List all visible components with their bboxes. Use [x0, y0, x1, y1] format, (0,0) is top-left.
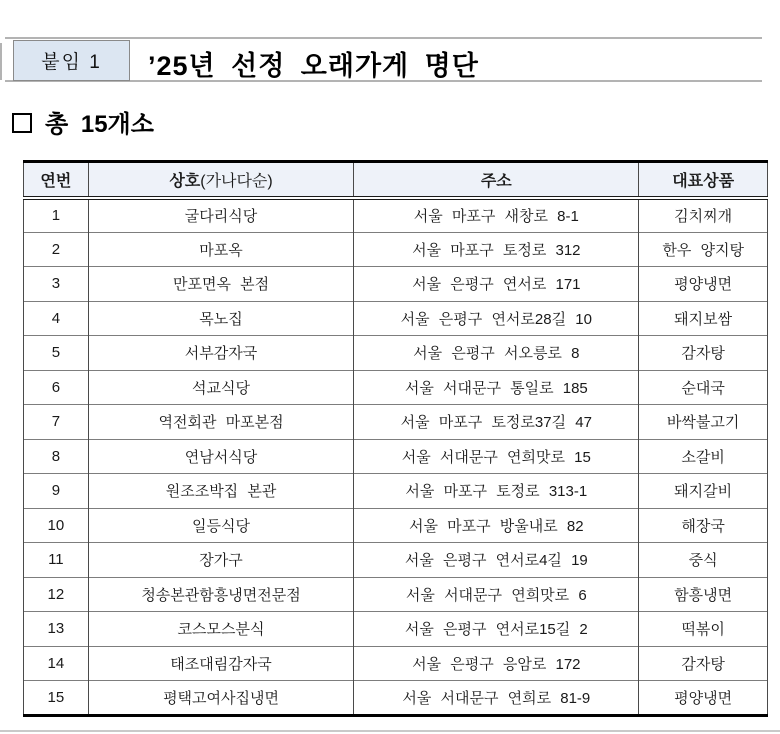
col-header-name-sub: (가나다순): [200, 172, 273, 190]
row-address: 서울 마포구 새창로 8-1: [354, 198, 639, 233]
row-product: 한우 양지탕: [639, 232, 768, 267]
row-product: 감자탕: [639, 336, 768, 371]
row-no: 2: [24, 232, 89, 267]
table-row: [24, 267, 768, 302]
table-row: [24, 681, 768, 716]
row-product: 떡볶이: [639, 612, 768, 647]
row-product: 중식: [639, 543, 768, 578]
row-name: 굴다리식당: [88, 198, 354, 233]
table-row: [24, 336, 768, 371]
row-no: 9: [24, 474, 89, 509]
row-product: 바싹불고기: [639, 405, 768, 440]
row-no: 7: [24, 405, 89, 440]
table-row: [24, 198, 768, 233]
page-title: ’25년 선정 오래가게 명단: [148, 51, 479, 81]
row-name: 목노집: [88, 301, 354, 336]
left-edge-tick: [0, 43, 2, 80]
row-name: 원조조박집 본관: [88, 474, 354, 509]
section-heading: [12, 104, 154, 139]
row-product: 김치찌개: [639, 198, 768, 233]
table-row: [24, 646, 768, 681]
row-address: 서울 은평구 연서로 171: [354, 267, 639, 302]
row-name: 장가구: [88, 543, 354, 578]
page-bottom-rule: [0, 730, 780, 732]
row-address: 서울 서대문구 연희맛로 6: [354, 577, 639, 612]
row-no: 1: [24, 198, 89, 233]
row-name: 만포면옥 본점: [88, 267, 354, 302]
row-name: 역전회관 마포본점: [88, 405, 354, 440]
row-address: 서울 마포구 방울내로 82: [354, 508, 639, 543]
table-row: [24, 577, 768, 612]
table-row: [24, 301, 768, 336]
row-address: 서울 마포구 토정로 312: [354, 232, 639, 267]
table-row: [24, 405, 768, 440]
col-header-no: 연번: [24, 162, 89, 198]
row-product: 평양냉면: [639, 681, 768, 716]
row-no: 15: [24, 681, 89, 716]
table-header-row: [24, 162, 768, 198]
row-address: 서울 서대문구 연희맛로 15: [354, 439, 639, 474]
row-name: 일등식당: [88, 508, 354, 543]
table-row: [24, 508, 768, 543]
square-bullet-icon: [12, 113, 32, 133]
row-name: 서부감자국: [88, 336, 354, 371]
col-header-product: 대표상품: [639, 162, 768, 198]
col-header-name: 상호(가나다순): [88, 162, 354, 198]
header-top-rule: [5, 37, 762, 39]
row-address: 서울 마포구 토정로 313-1: [354, 474, 639, 509]
row-no: 5: [24, 336, 89, 371]
row-no: 3: [24, 267, 89, 302]
row-address: 서울 은평구 연서로4길 19: [354, 543, 639, 578]
table-header: [24, 162, 768, 198]
attachment-label: 붙임 1: [41, 52, 102, 73]
table-row: [24, 232, 768, 267]
row-no: 4: [24, 301, 89, 336]
row-no: 10: [24, 508, 89, 543]
row-product: 순대국: [639, 370, 768, 405]
row-name: 청송본관함흥냉면전문점: [88, 577, 354, 612]
row-product: 돼지보쌈: [639, 301, 768, 336]
row-name: 석교식당: [88, 370, 354, 405]
row-product: 소갈비: [639, 439, 768, 474]
row-name: 마포옥: [88, 232, 354, 267]
row-address: 서울 은평구 연서로15길 2: [354, 612, 639, 647]
row-no: 8: [24, 439, 89, 474]
row-name: 태조대림감자국: [88, 646, 354, 681]
row-no: 12: [24, 577, 89, 612]
row-name: 평택고여사집냉면: [88, 681, 354, 716]
row-product: 해장국: [639, 508, 768, 543]
row-name: 코스모스분식: [88, 612, 354, 647]
col-header-address: 주소: [354, 162, 639, 198]
row-address: 서울 서대문구 연희로 81-9: [354, 681, 639, 716]
store-list-table: [23, 160, 768, 717]
table-body: [24, 198, 768, 716]
table-row: [24, 543, 768, 578]
row-address: 서울 은평구 연서로28길 10: [354, 301, 639, 336]
row-no: 6: [24, 370, 89, 405]
section-label: 총 15개소: [45, 111, 154, 138]
row-product: 돼지갈비: [639, 474, 768, 509]
row-address: 서울 은평구 서오릉로 8: [354, 336, 639, 371]
table-row: [24, 612, 768, 647]
row-product: 함흥냉면: [639, 577, 768, 612]
row-no: 11: [24, 543, 89, 578]
row-address: 서울 은평구 응암로 172: [354, 646, 639, 681]
row-address: 서울 마포구 토정로37길 47: [354, 405, 639, 440]
table-row: [24, 439, 768, 474]
row-product: 감자탕: [639, 646, 768, 681]
row-name: 연남서식당: [88, 439, 354, 474]
row-no: 14: [24, 646, 89, 681]
row-product: 평양냉면: [639, 267, 768, 302]
table-row: [24, 370, 768, 405]
table-row: [24, 474, 768, 509]
row-no: 13: [24, 612, 89, 647]
row-address: 서울 서대문구 통일로 185: [354, 370, 639, 405]
attachment-label-box: [13, 40, 130, 81]
